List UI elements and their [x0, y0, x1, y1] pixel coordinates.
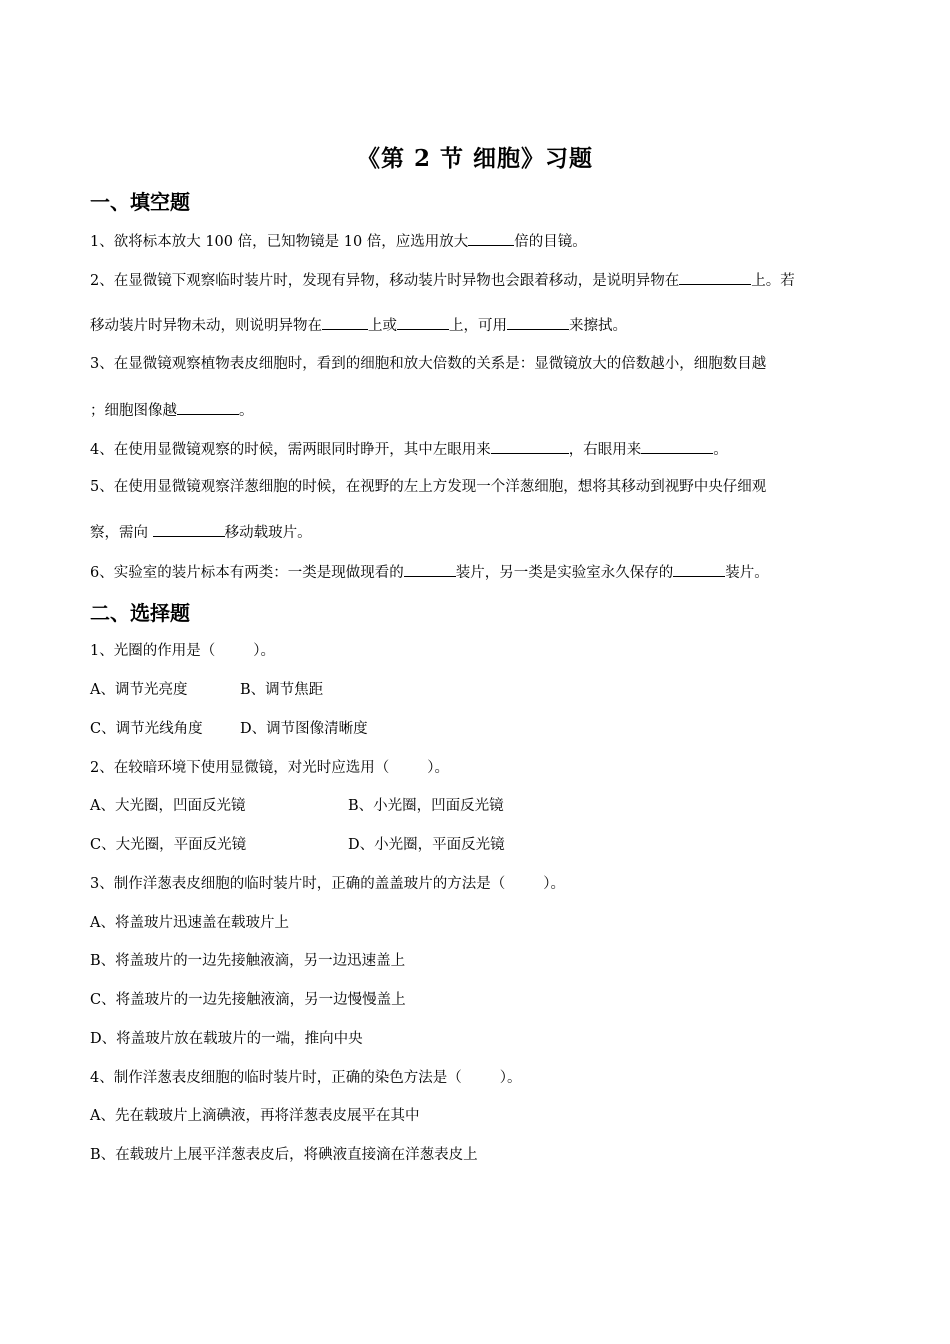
option-a: A、调节光亮度 — [90, 682, 188, 698]
option-c: C、调节光线角度 — [90, 721, 203, 737]
answer-blank[interactable] — [491, 439, 569, 454]
choice-question-3 — [90, 874, 565, 894]
fill-question-2-line1 — [90, 270, 795, 291]
text: 察，需向 — [90, 525, 153, 541]
fill-question-1 — [90, 231, 587, 252]
choice-options-row — [90, 835, 505, 855]
option-b: B、将盖玻片的一边先接触液滴，另一边迅速盖上 — [90, 953, 406, 969]
answer-blank[interactable] — [322, 315, 368, 330]
text: ；细胞图像越 — [90, 403, 177, 419]
option-b: B、小光圈，凹面反光镜 — [348, 798, 504, 814]
choice-options-row — [90, 680, 323, 700]
text: 来擦拭。 — [569, 318, 627, 334]
choice-question-2 — [90, 758, 449, 778]
text: 2、在较暗环境下使用显微镜，对光时应选用（ — [90, 760, 390, 776]
option-a: A、大光圈，凹面反光镜 — [90, 798, 246, 814]
option-c: C、大光圈，平面反光镜 — [90, 837, 247, 853]
answer-blank[interactable] — [177, 400, 239, 415]
section-heading-choice: 二、选择题 — [90, 601, 190, 625]
text: 4、在使用显微镜观察的时候，需两眼同时睁开，其中左眼用来 — [90, 442, 491, 458]
text: ）。 — [427, 760, 449, 776]
choice-options-row — [90, 796, 504, 816]
text: 。 — [239, 403, 254, 419]
answer-blank[interactable] — [679, 270, 751, 285]
answer-blank[interactable] — [468, 231, 514, 246]
option-a: A、先在载玻片上滴碘液，再将洋葱表皮展平在其中 — [90, 1108, 420, 1124]
fill-question-6 — [90, 562, 769, 583]
text: 装片，另一类是实验室永久保存的 — [455, 565, 674, 581]
text: ，右眼用来 — [568, 442, 642, 458]
text: 6、实验室的装片标本有两类：一类是现做现看的 — [90, 565, 404, 581]
text: 2、在显微镜下观察临时装片时，发现有异物，移动装片时异物也会跟着移动，是说明异物在 — [90, 273, 680, 289]
option-a: A、将盖玻片迅速盖在载玻片上 — [90, 915, 289, 931]
text: 4、制作洋葱表皮细胞的临时装片时，正确的染色方法是（ — [90, 1070, 462, 1086]
option-d: D、将盖玻片放在载玻片的一端，推向中央 — [90, 1031, 363, 1047]
text: 上。若 — [751, 273, 795, 289]
choice-question-4 — [90, 1068, 521, 1088]
text: 1、欲将标本放大 100 倍，已知物镜是 10 倍，应选用放大 — [90, 234, 469, 250]
answer-blank[interactable] — [397, 315, 449, 330]
option-b: B、在载玻片上展平洋葱表皮后，将碘液直接滴在洋葱表皮上 — [90, 1147, 478, 1163]
text: 移动装片时异物未动，则说明异物在 — [90, 318, 322, 334]
text: ）。 — [543, 876, 565, 892]
text: 上或 — [368, 318, 397, 334]
fill-question-2-line2 — [90, 315, 627, 336]
text: ）。 — [253, 643, 275, 659]
text: 3、制作洋葱表皮细胞的临时装片时，正确的盖盖玻片的方法是（ — [90, 876, 506, 892]
answer-blank[interactable] — [153, 522, 225, 537]
text: 移动载玻片。 — [224, 525, 312, 541]
section-heading-fill: 一、填空题 — [90, 190, 190, 214]
text: 1、光圈的作用是（ — [90, 643, 216, 659]
text: 上，可用 — [449, 318, 507, 334]
answer-blank[interactable] — [673, 562, 725, 577]
answer-blank[interactable] — [404, 562, 456, 577]
text: ）。 — [499, 1070, 522, 1086]
option-d: D、小光圈，平面反光镜 — [348, 837, 505, 853]
choice-options-row — [90, 719, 368, 739]
answer-blank[interactable] — [641, 439, 713, 454]
page-title: 《第 2 节 细胞》习题 — [356, 145, 594, 172]
fill-question-3-line2 — [90, 400, 254, 421]
option-b: B、调节焦距 — [240, 682, 324, 698]
fill-question-5-line2 — [90, 522, 312, 543]
text: 倍的目镜。 — [514, 234, 587, 250]
fill-question-5-line1: 5、在使用显微镜观察洋葱细胞的时候，在视野的左上方发现一个洋葱细胞，想将其移动到视野中央仔细观 — [90, 479, 767, 495]
choice-question-1 — [90, 641, 275, 661]
option-d: D、调节图像清晰度 — [240, 721, 368, 737]
answer-blank[interactable] — [507, 315, 569, 330]
option-c: C、将盖玻片的一边先接触液滴，另一边慢慢盖上 — [90, 992, 406, 1008]
text: 。 — [713, 442, 728, 458]
text: 装片。 — [725, 565, 769, 581]
fill-question-4 — [90, 439, 728, 460]
fill-question-3-line1: 3、在显微镜观察植物表皮细胞时，看到的细胞和放大倍数的关系是：显微镜放大的倍数越小，细胞数目越 — [90, 356, 767, 372]
